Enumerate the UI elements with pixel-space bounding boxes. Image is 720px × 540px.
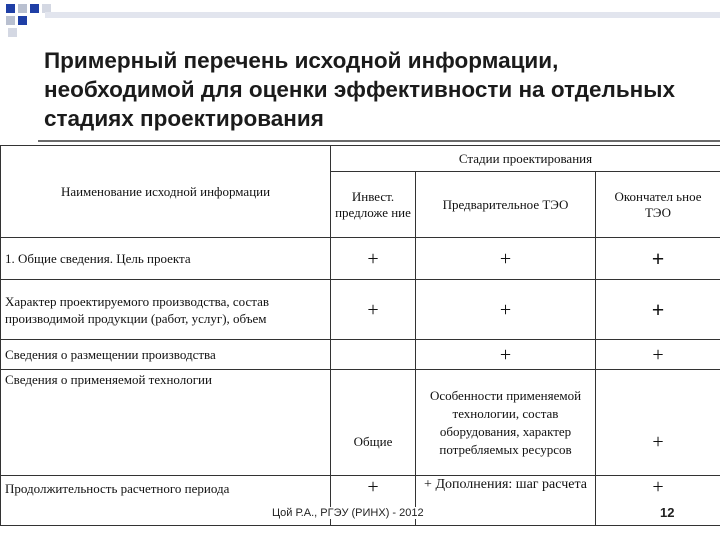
cell-invest: + (331, 280, 416, 340)
cell-final: + (596, 340, 720, 370)
cell-final: + (596, 280, 720, 340)
header-row (1, 146, 720, 172)
row-label: Сведения о применяемой технологии (1, 370, 331, 476)
table-row (1, 370, 720, 476)
row-label: Продолжительность расчетного периода (1, 476, 331, 526)
footer-credit: Цой Р.А., РГЭУ (РИНХ) - 2012 (272, 507, 424, 519)
table-row (1, 280, 720, 340)
header-col-final: Окончател ьное ТЭО (596, 172, 720, 238)
cell-invest: + (331, 238, 416, 280)
cell-prelim: + (416, 280, 596, 340)
header-col-invest: Инвест. предложе ние (331, 172, 416, 238)
page-number: 12 (660, 505, 675, 520)
row-label: Сведения о размещении производства (1, 340, 331, 370)
corner-decoration (0, 0, 720, 40)
table-row (1, 238, 720, 280)
cell-prelim: + (416, 340, 596, 370)
cell-prelim: Особенности применяемой технологии, состав оборудования, характер потребляемых ресурсов (416, 370, 596, 476)
row-label: 1. Общие сведения. Цель проекта (1, 238, 331, 280)
title-divider (38, 140, 720, 142)
cell-prelim: + Дополнения: шаг расчета (416, 476, 596, 526)
row-label: Характер проектируемого производства, состав производимой продукции (работ, услуг), объем (1, 280, 331, 340)
cell-final: + (596, 476, 720, 526)
cell-invest: + (331, 476, 416, 526)
info-table (0, 145, 720, 526)
cell-final: + (596, 238, 720, 280)
cell-final: + (596, 370, 720, 476)
header-name-col: Наименование исходной информации (1, 146, 331, 238)
cell-prelim: + (416, 238, 596, 280)
header-stages: Стадии проектирования (331, 146, 720, 172)
table-row (1, 340, 720, 370)
cell-invest (331, 340, 416, 370)
header-col-prelim: Предварительное ТЭО (416, 172, 596, 238)
slide-title: Примерный перечень исходной информации, необходимой для оценки эффективности на отдельных стадиях проектирования (44, 48, 675, 131)
cell-invest: Общие (331, 370, 416, 476)
